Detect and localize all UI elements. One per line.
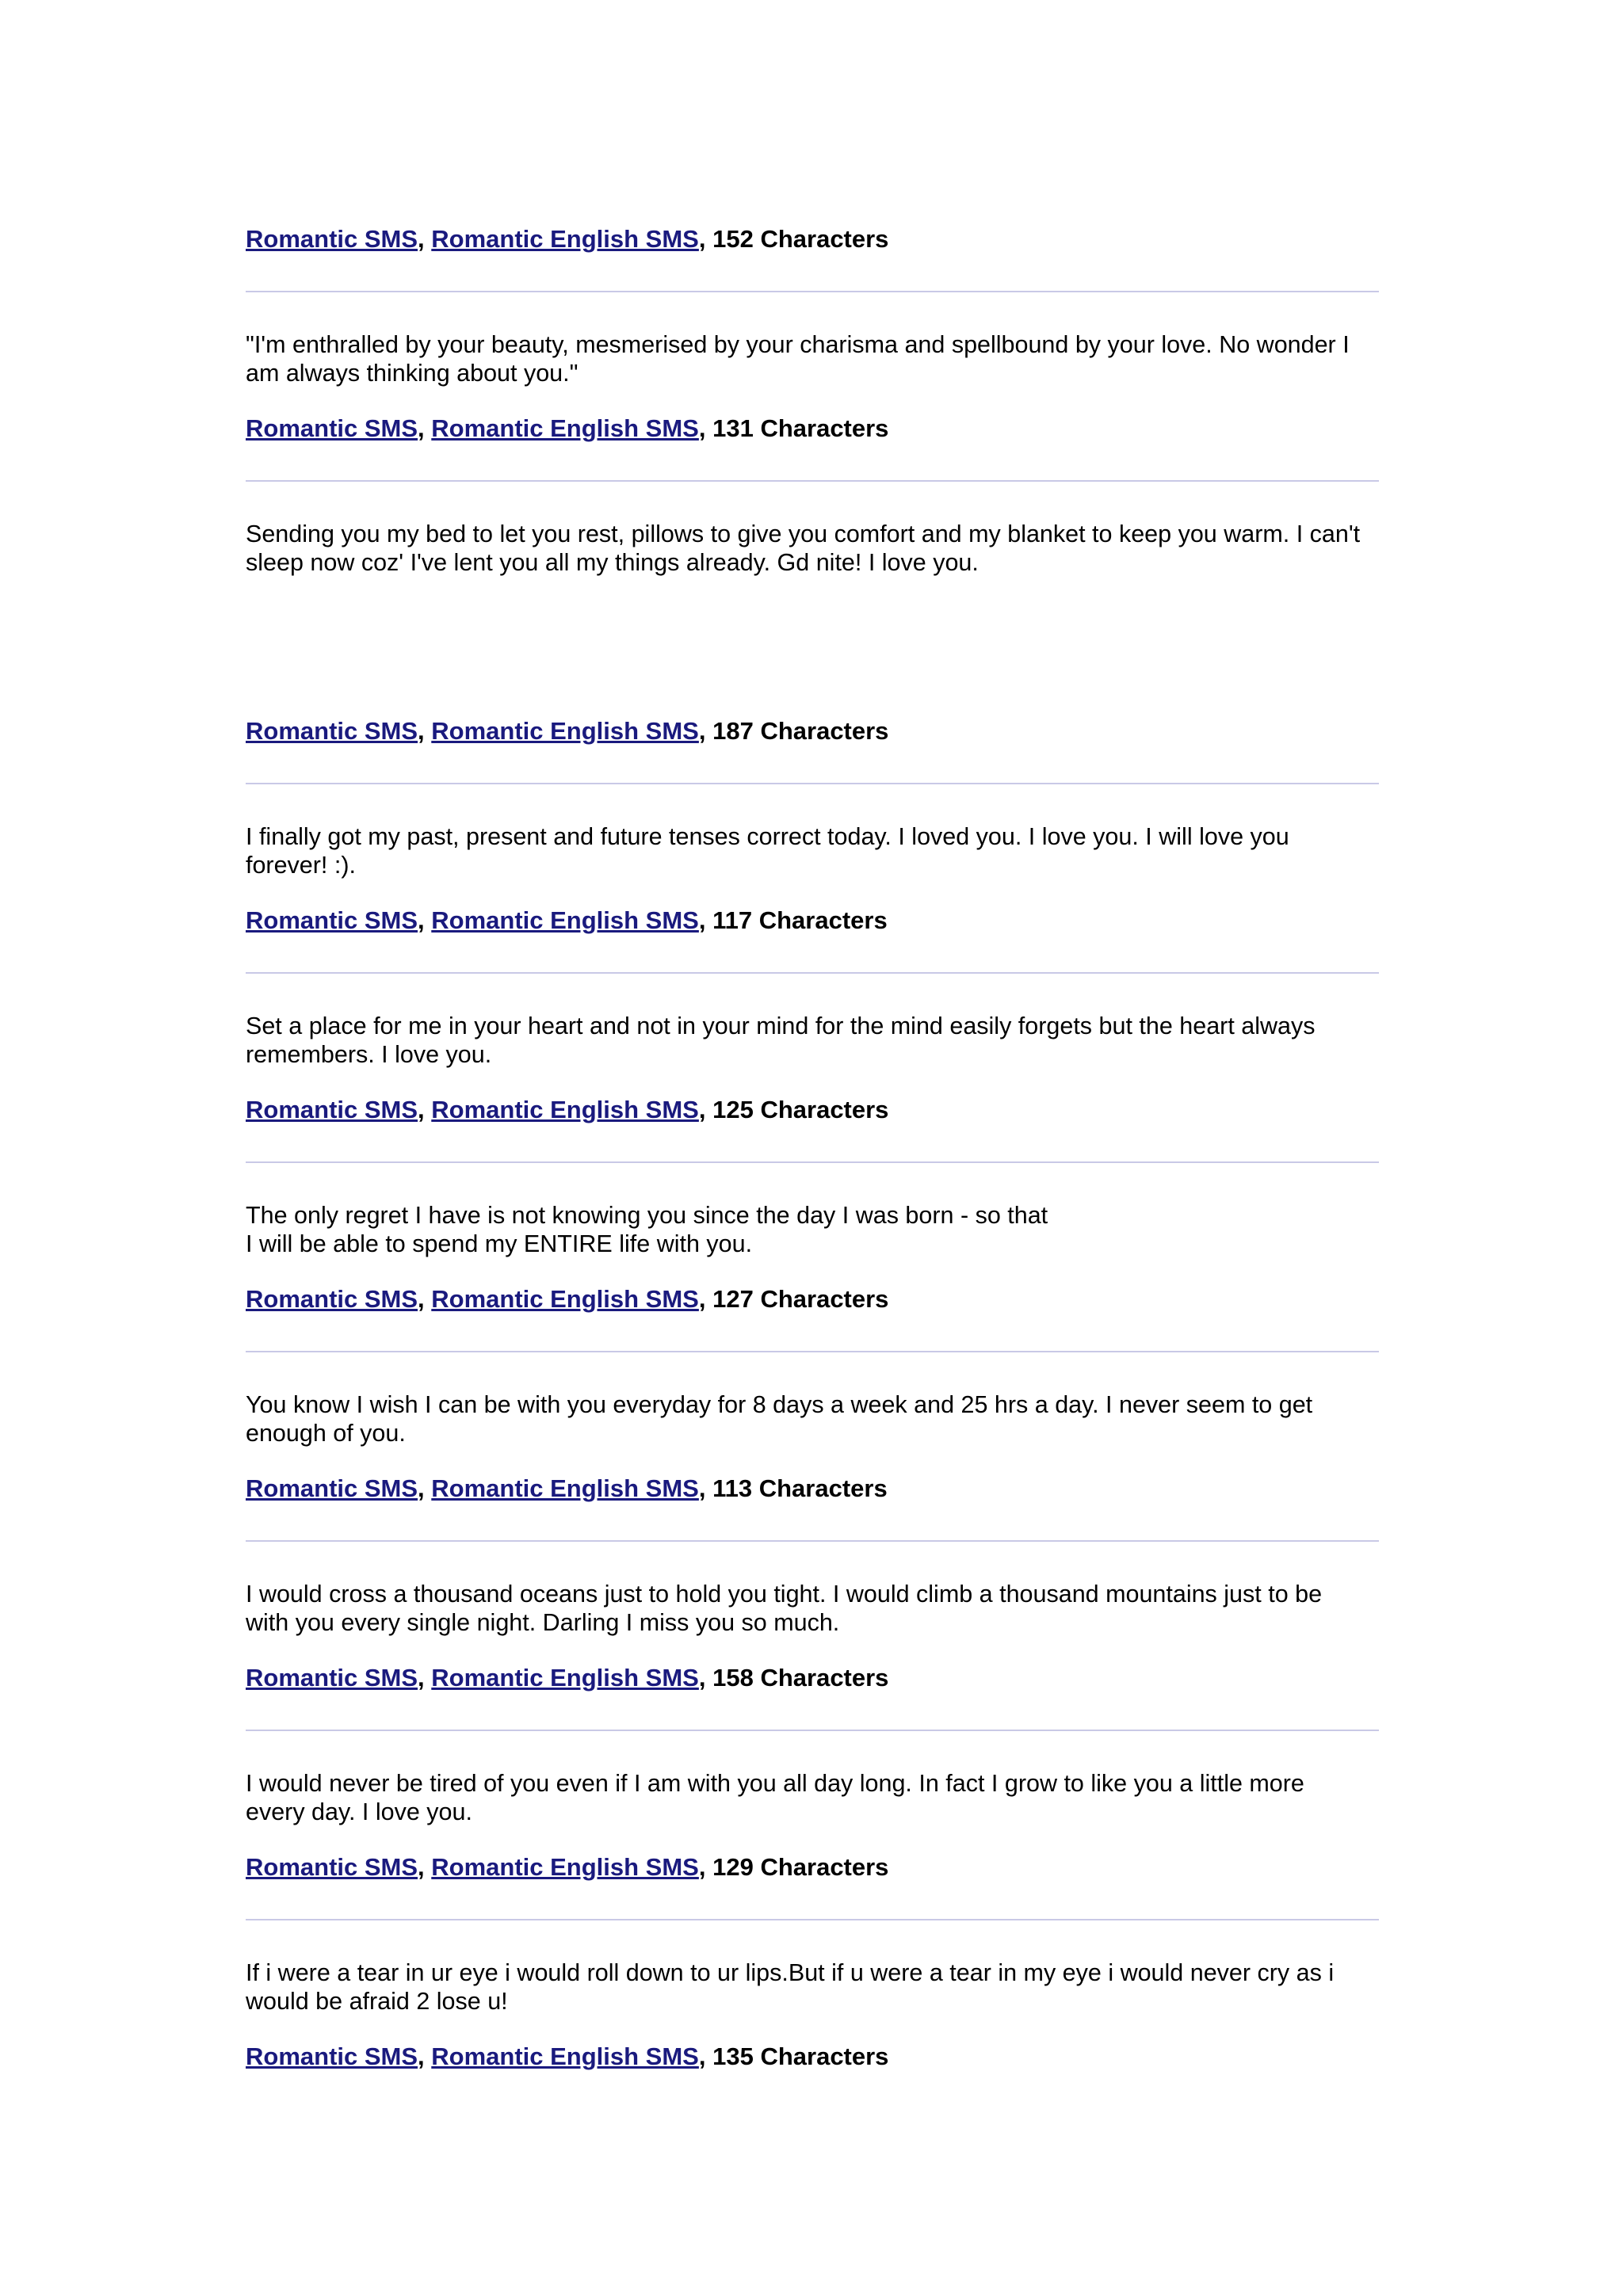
sms-message: I would never be tired of you even if I am with you all day long. In fact I grow to like you a little more every day. I love you. bbox=[246, 1770, 1304, 1825]
category-link[interactable]: Romantic SMS bbox=[246, 717, 418, 745]
separator: , bbox=[418, 717, 432, 745]
character-count: 117 Characters bbox=[712, 906, 888, 934]
separator: , bbox=[698, 2042, 713, 2070]
subcategory-link[interactable]: Romantic English SMS bbox=[431, 717, 699, 745]
separator: , bbox=[418, 2042, 432, 2070]
entry-meta bbox=[246, 1853, 888, 1882]
character-count: 125 Characters bbox=[712, 1096, 889, 1123]
separator: , bbox=[698, 717, 713, 745]
divider bbox=[246, 1540, 1379, 1542]
divider bbox=[246, 1919, 1379, 1920]
separator: , bbox=[698, 906, 713, 934]
category-link[interactable]: Romantic SMS bbox=[246, 1853, 418, 1881]
entry-meta bbox=[246, 1285, 888, 1314]
subcategory-link[interactable]: Romantic English SMS bbox=[431, 2042, 699, 2070]
subcategory-link[interactable]: Romantic English SMS bbox=[431, 1664, 699, 1691]
separator: , bbox=[698, 1285, 713, 1313]
subcategory-link[interactable]: Romantic English SMS bbox=[431, 1285, 699, 1313]
separator: , bbox=[698, 1474, 713, 1502]
separator: , bbox=[418, 906, 432, 934]
subcategory-link[interactable]: Romantic English SMS bbox=[431, 1474, 699, 1502]
subcategory-link[interactable]: Romantic English SMS bbox=[431, 414, 699, 442]
divider bbox=[246, 291, 1379, 292]
separator: , bbox=[698, 1853, 713, 1881]
entry-meta bbox=[246, 1664, 888, 1692]
separator: , bbox=[698, 225, 713, 253]
separator: , bbox=[418, 1474, 432, 1502]
character-count: 113 Characters bbox=[712, 1474, 888, 1502]
character-count: 152 Characters bbox=[712, 225, 889, 253]
separator: , bbox=[698, 1096, 713, 1123]
category-link[interactable]: Romantic SMS bbox=[246, 1096, 418, 1123]
category-link[interactable]: Romantic SMS bbox=[246, 225, 418, 253]
sms-message: "I'm enthralled by your beauty, mesmerised by your charisma and spellbound by your love. No wonder I am always thinking about you." bbox=[246, 331, 1350, 387]
character-count: 187 Characters bbox=[712, 717, 889, 745]
category-link[interactable]: Romantic SMS bbox=[246, 414, 418, 442]
sms-message: I would cross a thousand oceans just to hold you tight. I would climb a thousand mountains just to be with you every single night. Darling I miss you so much. bbox=[246, 1581, 1323, 1636]
character-count: 129 Characters bbox=[712, 1853, 889, 1881]
separator: , bbox=[418, 414, 432, 442]
character-count: 131 Characters bbox=[712, 414, 889, 442]
sms-message: If i were a tear in ur eye i would roll down to ur lips.But if u were a tear in my eye i would never cry as i would be afraid 2 lose u! bbox=[246, 1959, 1335, 2015]
subcategory-link[interactable]: Romantic English SMS bbox=[431, 225, 699, 253]
divider bbox=[246, 1730, 1379, 1731]
divider bbox=[246, 783, 1379, 784]
category-link[interactable]: Romantic SMS bbox=[246, 2042, 418, 2070]
separator: , bbox=[418, 1853, 432, 1881]
separator: , bbox=[698, 1664, 713, 1691]
separator: , bbox=[418, 225, 432, 253]
entry-meta bbox=[246, 2042, 888, 2071]
entry-meta bbox=[246, 1474, 888, 1503]
separator: , bbox=[418, 1664, 432, 1691]
sms-message: You know I wish I can be with you everyday for 8 days a week and 25 hrs a day. I never seem to get enough of you. bbox=[246, 1391, 1313, 1447]
separator: , bbox=[418, 1096, 432, 1123]
category-link[interactable]: Romantic SMS bbox=[246, 1664, 418, 1691]
separator: , bbox=[418, 1285, 432, 1313]
character-count: 158 Characters bbox=[712, 1664, 889, 1691]
character-count: 127 Characters bbox=[712, 1285, 889, 1313]
category-link[interactable]: Romantic SMS bbox=[246, 906, 418, 934]
sms-message: I finally got my past, present and future tenses correct today. I loved you. I love you. I will love you forever! :). bbox=[246, 823, 1289, 879]
divider bbox=[246, 480, 1379, 482]
divider bbox=[246, 1161, 1379, 1163]
sms-message: Set a place for me in your heart and not in your mind for the mind easily forgets but the heart always remembers. I love you. bbox=[246, 1013, 1316, 1068]
divider bbox=[246, 1351, 1379, 1352]
subcategory-link[interactable]: Romantic English SMS bbox=[431, 906, 699, 934]
entry-meta bbox=[246, 717, 888, 746]
entry-meta bbox=[246, 1096, 888, 1124]
category-link[interactable]: Romantic SMS bbox=[246, 1285, 418, 1313]
entry-meta bbox=[246, 225, 888, 254]
category-link[interactable]: Romantic SMS bbox=[246, 1474, 418, 1502]
sms-message: The only regret I have is not knowing you since the day I was born - so that I will be able to spend my ENTIRE life with you. bbox=[246, 1202, 1048, 1257]
subcategory-link[interactable]: Romantic English SMS bbox=[431, 1096, 699, 1123]
sms-message: Sending you my bed to let you rest, pillows to give you comfort and my blanket to keep you warm. I can't sleep now coz' I've lent you all my things already. Gd nite! I love you. bbox=[246, 521, 1361, 576]
entry-meta bbox=[246, 414, 888, 443]
entry-meta bbox=[246, 906, 888, 935]
divider bbox=[246, 972, 1379, 974]
separator: , bbox=[698, 414, 713, 442]
subcategory-link[interactable]: Romantic English SMS bbox=[431, 1853, 699, 1881]
character-count: 135 Characters bbox=[712, 2042, 889, 2070]
